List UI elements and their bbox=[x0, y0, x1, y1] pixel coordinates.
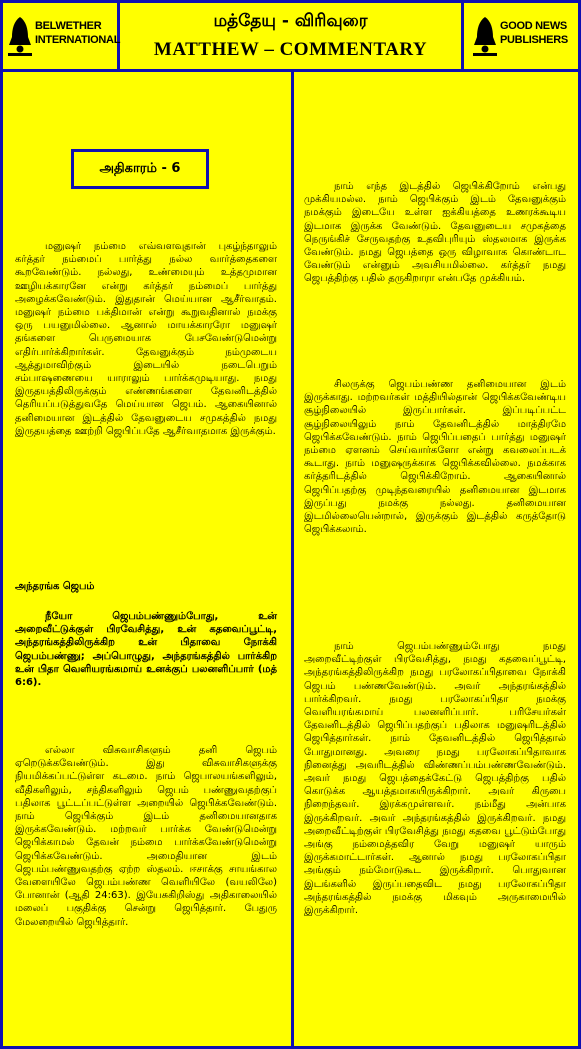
bell-icon bbox=[7, 15, 33, 57]
left-column bbox=[3, 72, 294, 1046]
header bbox=[3, 3, 578, 72]
right-column bbox=[294, 72, 578, 1046]
right-logo-text: GOOD NEWS PUBLISHERS bbox=[500, 20, 568, 46]
chapter-label: அதிகாரம் - 6 bbox=[71, 149, 209, 189]
verse-quote: நீயோ ஜெபம்பண்ணும்போது, உன் அறைவீட்டுக்குள் பிரவேசித்து, உன் கதவைப்பூட்டி, அந்தரங்கத்திலிருக்கிற உன் பிதாவை நோக்கி ஜெபம்பண்ணு; அப்பொழுது, அந்தரங்கத்தில் பார்க்கிற உன் பிதா வெளியரங்கமாய் உனக்குப் பலனளிப்பார் (மத் 6:6). bbox=[15, 611, 277, 689]
right-paragraph-1: நாம் எந்த இடத்தில் ஜெபிக்கிறோம் என்பது முக்கியமல்ல. நாம் ஜெபிக்கும் இடம் தேவனுக்கும் நமக்கும் இடையே உள்ள ஐக்கியத்தை உணரக்கூடிய இடமாக இருக்க வேண்டும். தேவனுடைய சமுகத்தை நெருங்கிச் சேருவதற்கு உதவிபுரியும் ஸ்தலமாக இருக்க வேண்டும். நமது ஜெபத்தை ஒரு விழாவாக கொண்டாட வேண்டும் என்னும் அவசியமில்லை. கர்த்தர் நமது ஜெபத்திற்கு பதில் தருகிறாரா என்பதே முக்கியம். bbox=[304, 181, 566, 285]
header-title-box bbox=[120, 3, 464, 69]
header-left-box bbox=[3, 3, 120, 69]
left-paragraph-2: எல்லா விசுவாசிகளும் தனி ஜெபம் ஏறெடுக்கவேண்டும். இது விசுவாசிகளுக்கு நியமிக்கப்பட்டுள்ள கடமை. நாம் ஜெபாலயங்களிலும், வீதிகளிலும், சந்திகளிலும் ஜெபம் பண்ணுவதற்குப் பதிலாக பூட்டப்பட்டுள்ள அறையில் ஜெபிக்கவேண்டும். நாம் ஜெபிக்கும் இடம் தனிமையானதாக இருக்கவேண்டும். மற்றவர் பார்க்க வேண்டுமென்று ஜெபிக்காமல் தேவன் நம்மை பார்க்கவேண்டுமென்று ஜெபிக்கவேண்டும். அமைதியான இடம் ஜெபம்பண்ணுவதற்கு ஏற்ற ஸ்தலம். ஈசாக்கு சாயங்கால வேளையிலே ஜெபம்பண்ண வெளியிலே (வயலிலே) போனான் (ஆதி 24:63). இயேசுகிறிஸ்து அதிகாலையில் மலைப் பகுதிக்கு சென்று ஜெபித்தார். பேதுரு மேலறையில் ஜெபித்தார். bbox=[15, 745, 277, 928]
section-heading: அந்தரங்க ஜெபம் bbox=[15, 581, 95, 592]
good-news-logo bbox=[472, 13, 578, 59]
right-paragraph-2: சிலருக்கு ஜெபம்பண்ண தனிமையான இடம் இருக்காது. மற்றவர்கள் மத்தியில்தான் ஜெபிக்கவேண்டிய சூழ்நிலையில் இருப்பார்கள். இப்படிப்பட்ட சூழ்நிலையிலும் நாம் தேவனிடத்தில் மாத்திரமே ஜெபிக்கவேண்டும். நாம் ஜெபிப்பதைப் பார்த்து மனுஷர் நம்மை ஏளனம் செய்வார்களோ என்று கவலைப்படக் கூடாது. நாம் மனுஷருக்காக ஜெபிக்கவில்லை. நமக்காக கர்த்தரிடத்தில் ஜெபிக்கிறோம். ஆகையினால் ஜெபிப்பதற்கு முடிந்தவரையில் தனிமையான இடமாக இருப்பது நமக்கு நல்லது. தனிமையான இடமில்லையென்றால், இருக்கும் இடத்தில் கருத்தோடு ஜெபிக்கலாம். bbox=[304, 379, 566, 536]
header-right-box bbox=[464, 3, 578, 69]
bellwether-logo bbox=[7, 13, 121, 59]
left-paragraph-1: மனுஷர் நம்மை எவ்வளவுதான் புகழ்ந்தாலும் கர்த்தர் நம்மைப் பார்த்து நல்ல வார்த்தைகளை கூறவேண்டும். நல்லது, உண்மையும் உத்தமுமான ஊழியக்காரனே என்று கர்த்தர் நம்மைப் பார்த்து அழைக்கவேண்டும். இதுதான் மெய்யான ஆசீர்வாதம். மனுஷர் நம்மை பக்திமான் என்று கூறுவதினால் நமக்கு ஒரு பயனுமில்லை. ஆனால் மாயக்காரரோ மனுஷர் தங்களை பெருமையாக பேசவேண்டுமென்று எதிர்பார்க்கிறார்கள். தேவனுக்கும் நம்முடைய ஆத்துமாவிற்கும் இடையில் நடைபெறும் சம்பாஷணையை யாராலும் பார்க்கமுடியாது. நமது இருதயத்திலிருக்கும் எண்ணங்களை தேவனிடத்தில் தெரியப்படுத்துவதே மெய்யான ஜெபம். ஆகையினால் தனிமையான இடத்தில் தேவனுடைய சமுகத்தில் நமது இருதயத்தை ஊற்றி ஜெபிப்பதே ஆசீர்வாதமாக இருக்கும். bbox=[15, 241, 277, 437]
title-tamil: மத்தேயு - விரிவுரை bbox=[213, 11, 368, 31]
bell-icon-right bbox=[472, 15, 498, 57]
right-paragraph-3: நாம் ஜெபம்பண்ணும்போது நமது அறைவீட்டிற்குள் பிரவேசித்து, நமது கதவைப்பூட்டி, அந்தரங்கத்திலிருக்கிற நமது பரலோகப்பிதாவை நோக்கி ஜெபம் பண்ணவேண்டும். அவர் அந்தரங்கத்தில் பார்க்கிறவர். நமது பரலோகப்பிதா நமக்கு வெளியரங்கமாய் பலனளிப்பார். பரிசேயர்கள் தேவனிடத்தில் ஜெபிப்பதற்குப் பதிலாக மனுஷரிடத்தில் ஜெபித்தார்கள். நாம் தேவனிடத்தில் ஜெபித்தால் போதுமானது. அவரை நமது பரலோகப்பிதாவாக நினைத்து அவரிடத்தில் விண்ணப்பம்பண்ணவேண்டும். அவர் நமது ஜெபத்தைக்கேட்டு ஜெபத்திற்கு பதில் கொடுக்க ஆயத்தமாகயிருக்கிறார். அவர் கிருபை நிறைந்தவர். இரக்கமுள்ளவர். நம்மீது அன்பாக இருக்கிறவர். அவர் அந்தரங்கத்தில் இருக்கிறவர். நமது அறைவீட்டிற்குள் பிரவேசித்து நமது கதவை பூட்டும்போது அங்கு நம்மைத்தவிர வேறு மனுஷர் யாரும் இருக்கமாட்டார்கள். ஆனால் நமது பரலோகப்பிதா அங்கும் நம்மோடுகூட இருக்கிறார். பொதுவான இடங்களில் இருப்பதைவிட நமது பரலோகப்பிதா அந்தரங்கத்தில் நமக்கு மிகவும் அருகாமையில் இருக்கிறார். bbox=[304, 641, 566, 917]
left-logo-text: BELWETHER INTERNATIONAL bbox=[35, 20, 121, 46]
title-english: MATTHEW – COMMENTARY bbox=[153, 39, 428, 60]
